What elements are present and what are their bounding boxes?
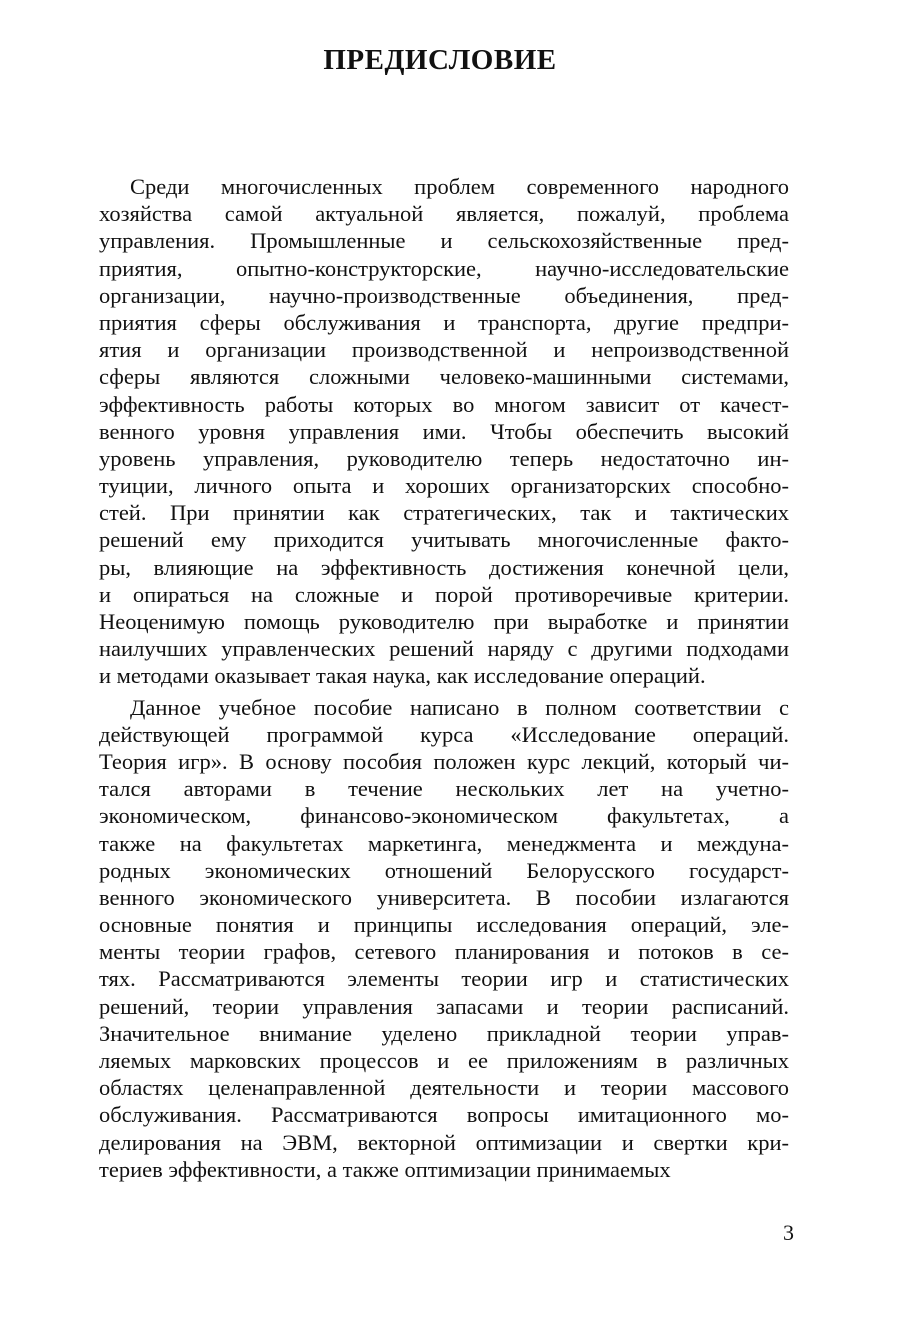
text-line: ятия и организации производственной и непроизводственной [99,337,789,363]
page-title: ПРЕДИСЛОВИЕ [323,44,557,76]
text-line: териев эффективности, а также оптимизации принимаемых [99,1156,671,1182]
text-line: и опираться на сложные и порой противоречивые критерии. [99,581,789,607]
text-line: наилучших управленческих решений наряду с другими подходами [99,636,789,662]
page-number: 3 [783,1220,794,1245]
text-line: действующей программой курса «Исследование операций. [99,721,789,747]
text-line: ляемых марковских процессов и ее приложениям в различных [99,1048,789,1073]
text-line: родных экономических отношений Белорусского государст- [99,857,789,883]
text-line: эффективность работы которых во многом зависит от качест- [99,391,789,417]
text-line: Значительное внимание уделено прикладной теории управ- [99,1020,789,1046]
text-line: тях. Рассматриваются элементы теории игр и статистических [99,966,789,992]
text-line: менты теории графов, сетевого планирования и потоков в се- [99,939,789,965]
text-line: Теория игр». В основу пособия положен курс лекций, который чи- [99,748,789,774]
text-line: хозяйства самой актуальной является, пожалуй, проблема [99,201,789,227]
text-line: сферы являются сложными человеко-машинными системами, [99,364,789,390]
body-text [99,173,789,1183]
text-line: решений, теории управления запасами и теории расписаний. [99,993,789,1019]
text-line: делирования на ЭВМ, векторной оптимизации и свертки кри- [99,1129,789,1155]
text-line: организации, научно-производственные объединения, пред- [99,282,789,308]
text-line: стей. При принятии как стратегических, так и тактических [99,500,789,526]
text-line: уровень управления, руководителю теперь недостаточно ин- [99,445,789,471]
text-line: и методами оказывает такая наука, как исследование операций. [99,663,706,689]
text-line: венного уровня управления ими. Чтобы обеспечить высокий [99,418,789,444]
text-line: управления. Промышленные и сельскохозяйственные пред- [99,228,789,254]
text-line: областях целенаправленной деятельности и теории массового [99,1075,789,1101]
text-line: туиции, личного опыта и хороших организаторских способно- [99,473,789,499]
text-line: тался авторами в течение нескольких лет на учетно- [99,776,789,802]
text-line: решений ему приходится учитывать многочисленные факто- [99,527,789,553]
text-line: Среди многочисленных проблем современного народного [130,174,789,199]
text-line: приятия, опытно-конструкторские, научно-исследовательские [99,255,789,281]
text-line: основные понятия и принципы исследования операций, эле- [99,912,789,938]
text-line: также на факультетах маркетинга, менеджмента и междуна- [99,830,789,856]
text-line: ры, влияющие на эффективность достижения конечной цели, [99,554,789,580]
text-line: обслуживания. Рассматриваются вопросы имитационного мо- [99,1102,789,1128]
paragraph [99,173,789,690]
text-line: приятия сферы обслуживания и транспорта, другие предпри- [99,309,789,335]
text-line: экономическом, финансово-экономическом факультетах, а [99,803,789,829]
text-line: Данное учебное пособие написано в полном соответствии с [130,694,789,720]
text-line: Неоценимую помощь руководителю при выработке и принятии [99,609,789,634]
text-line: венного экономического университета. В пособии излагаются [99,884,789,910]
paragraph [99,694,789,1183]
